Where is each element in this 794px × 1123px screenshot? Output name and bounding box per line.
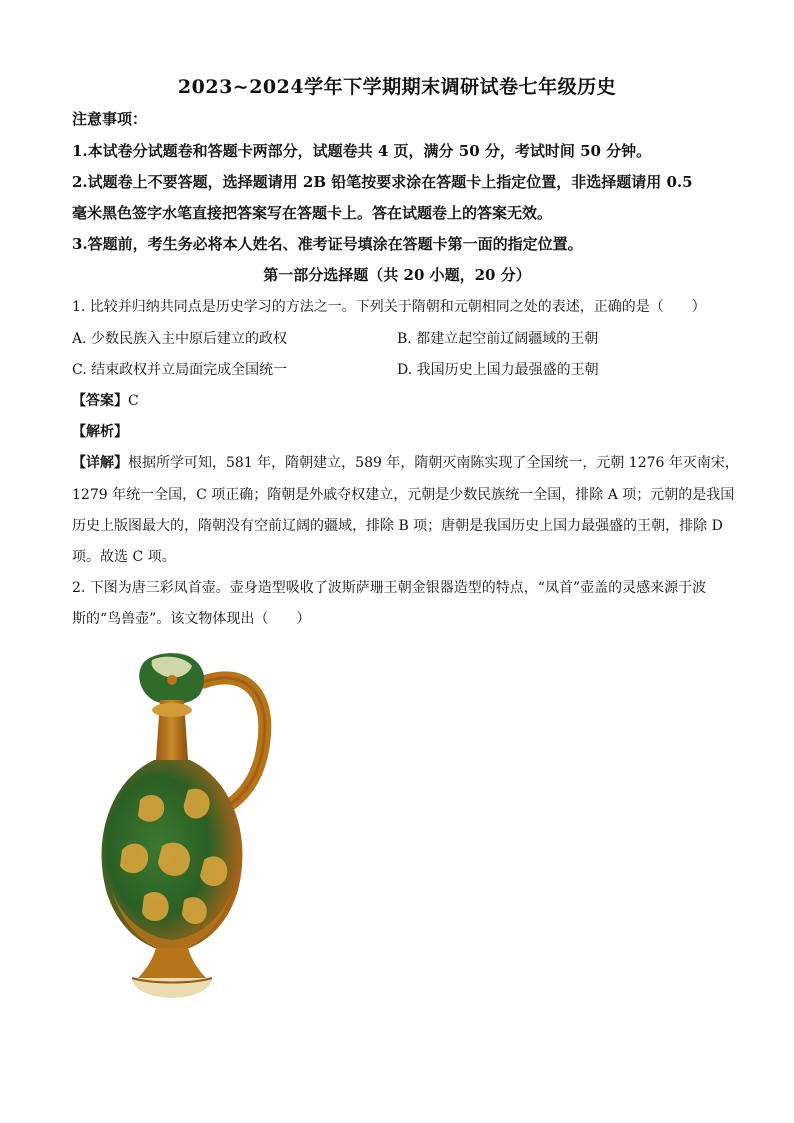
detail-line-4: 项。故选 C 项。: [72, 549, 176, 565]
question-2-stem-line-1: 2. 下图为唐三彩凤首壶。壶身造型吸收了波斯萨珊王朝金银器造型的特点，“凤首”壶盖的灵感来源于波: [72, 580, 707, 596]
question-1-option-c: C. 结束政权并立局面完成全国统一: [72, 362, 288, 378]
answer-label: 【答案】: [72, 393, 128, 409]
page-title: 2023~2024学年下学期期末调研试卷七年级历史: [177, 76, 617, 98]
detail-label: 【详解】: [72, 455, 128, 471]
analysis-label: 【解析】: [72, 424, 128, 440]
phoenix-head-ewer-image: [92, 650, 286, 1006]
notice-item-2-line-2: 毫米黑色签字水笔直接把答案写在答题卡上。答在试题卷上的答案无效。: [72, 204, 553, 222]
question-2-stem-line-2: 斯的“鸟兽壶”。该文物体现出（ ）: [72, 611, 311, 627]
question-1-option-d: D. 我国历史上国力最强盛的王朝: [397, 362, 599, 378]
notice-item-2-line-1: 2.试题卷上不要答题，选择题请用 2B 铅笔按要求涂在答题卡上指定位置，非选择题请用 0.5: [72, 173, 693, 191]
question-1-option-b: B. 都建立起空前辽阔疆域的王朝: [397, 331, 599, 347]
detail-line-2: 1279 年统一全国，C 项正确；隋朝是外戚夺权建立，元朝是少数民族统一全国，排除 A 项；元朝的是我国: [72, 487, 735, 503]
notice-heading: 注意事项：: [72, 110, 148, 128]
notice-item-3: 3.答题前，考生务必将本人姓名、准考证号填涂在答题卡第一面的指定位置。: [72, 235, 583, 253]
detail-line-3: 历史上版图最大的，隋朝没有空前辽阔的疆域，排除 B 项；唐朝是我国历史上国力最强盛的王朝，排除 D: [72, 518, 723, 534]
question-1-stem: 1. 比较并归纳共同点是历史学习的方法之一。下列关于隋朝和元朝相同之处的表述，正确的是（ ）: [72, 299, 706, 315]
question-1-answer: [72, 390, 139, 410]
notice-item-1: 1.本试卷分试题卷和答题卡两部分，试题卷共 4 页，满分 50 分，考试时间 50 分钟。: [72, 142, 652, 160]
question-1-option-a: A. 少数民族入主中原后建立的政权: [72, 331, 288, 347]
detail-line-1: [72, 452, 739, 472]
detail-text-1: 根据所学可知，581 年，隋朝建立，589 年，隋朝灭南陈实现了全国统一，元朝 1276 年灭南宋，: [128, 455, 739, 471]
answer-value: C: [128, 393, 139, 409]
section-1-title: 第一部分选择题（共 20 小题，20 分）: [263, 266, 531, 284]
